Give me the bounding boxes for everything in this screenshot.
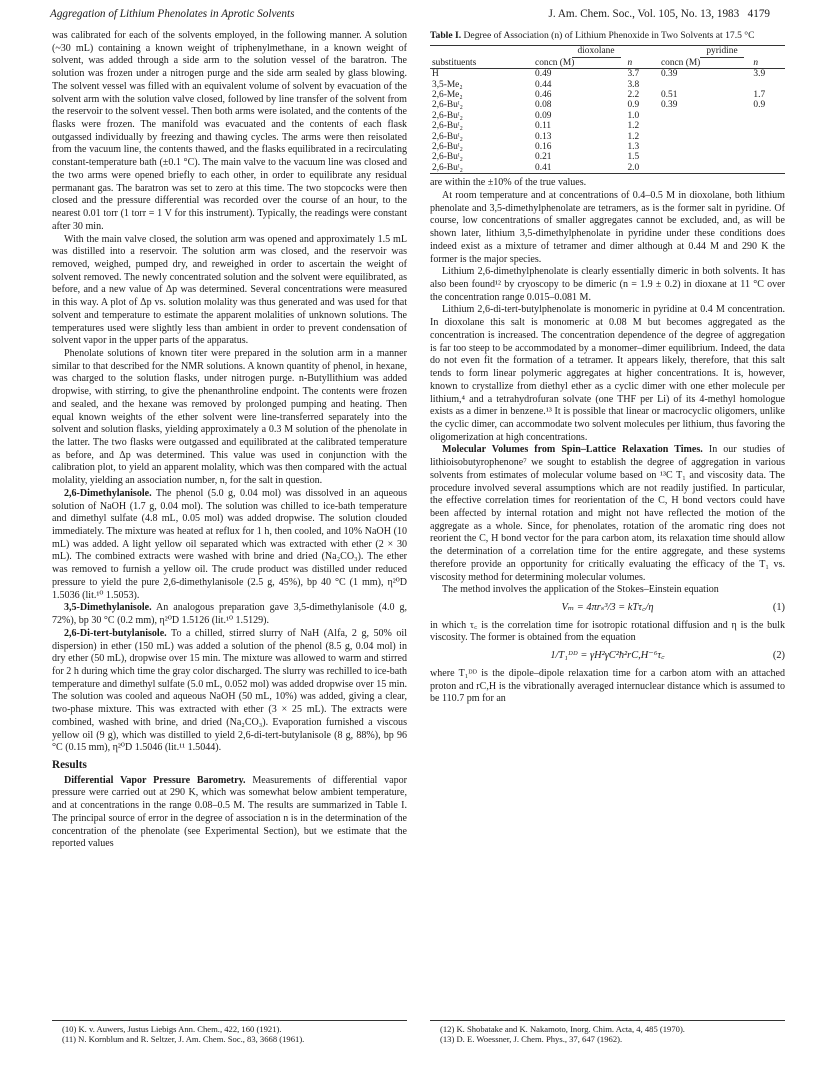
table-cell: 0.39 [660, 69, 678, 80]
table-cell: 1.5 [627, 152, 640, 163]
subhead-35-dimethylanisole: 3,5-Dimethylanisole. [64, 602, 152, 614]
equation-1: Vₘ = 4πrₛ³/3 = kTτ꜀/η (1) [561, 602, 785, 613]
subhead-dimethylanisole: 2,6-Dimethylanisole. [64, 487, 152, 499]
table-cell [659, 121, 751, 131]
paragraph-error: are within the ±10% of the true values. [430, 177, 587, 189]
table-cell: 2,6-Buᵗ₂ [432, 142, 463, 153]
table-cell: 3.8 [627, 79, 640, 90]
table-cell: 2,6-Buᵗ₂ [432, 162, 463, 173]
right-column [430, 30, 785, 706]
table-cell [659, 111, 751, 121]
table-cell [751, 132, 785, 142]
footnote-11: (11) N. Kornblum and R. Seltzer, J. Am. Chem. Soc., 83, 3668 (1961). [62, 1034, 305, 1045]
table-cell: 0.41 [535, 162, 552, 173]
table-row [430, 121, 785, 131]
paragraph-dimeric: Lithium 2,6-dimethylphenolate is clearly essentially dimeric in both solvents. It has also been found¹² by cryoscopy to be dimeric (n = 1.9 ± 0.2) in dioxane at 11 °C over the concentration range 0.015–0.081 M. [430, 266, 785, 303]
table-cell: 0.46 [535, 90, 552, 101]
col-concn-dioxolane: concn (M) [535, 57, 575, 68]
table-cell [751, 121, 785, 131]
table-row [430, 163, 785, 174]
subhead-molecular-volumes: Molecular Volumes from Spin–Lattice Relaxation Times. [442, 444, 703, 456]
group-pyridine: pyridine [659, 46, 785, 58]
footnotes-left [52, 1020, 407, 1044]
table-cell: 1.0 [627, 110, 640, 121]
table-row [430, 152, 785, 162]
equation-1-number: (1) [772, 602, 785, 613]
table-row [430, 100, 785, 110]
table-cell: 0.9 [627, 100, 640, 111]
paragraph-concentration: With the main valve closed, the solution arm was opened and approximately 1.5 mL was distilled into a reservoir. The solution arm was closed, and the reservoir was removed, weighed, pumped dry, and reweighed in order to ascertain the weight of solvent removed. The newly concentrated solution and the solvent were equilibrated, as before, and a new value of Δp was determined. Several concentrations were measured in this way. A plot of Δp vs. solution molality was thus generated and was used for that solvent and temperature to estimate the apparent molalities of unknown solutions. The temperatures used were slightly less than ambient in order to prevent condensation of solvent vapor in the upper parts of the apparatus. [52, 233, 407, 347]
group-dioxolane: dioxolane [533, 46, 659, 58]
table-cell: 3,5-Me₂ [432, 79, 463, 90]
table-cell: 2,6-Me₂ [432, 90, 463, 101]
table-cell: 2,6-Buᵗ₂ [432, 121, 463, 132]
table-cell [751, 111, 785, 121]
footnotes-right [430, 1020, 785, 1044]
footnote-12: (12) K. Shobatake and K. Nakamoto, Inorg. Chim. Acta, 4, 485 (1970). [440, 1024, 685, 1034]
table-cell [659, 163, 751, 174]
left-column [52, 30, 407, 851]
page-number: 4179 [747, 8, 770, 20]
paragraph-dimethylanisole: 2,6-Dimethylanisole. The phenol (5.0 g, 0.04 mol) was dissolved in an aqueous solution of NaOH (1.7 g, 0.04 mol). The solution was chilled to ice-bath temperature and dimethyl sulfate (4.8 mL, 0.05 mol) was added dropwise. The solution clouded immediately. The mixture was heated at reflux for 1 h, then cooled, and 10% NaOH (10 mL) was added. A light yellow oil separated which was extracted with ether (2 × 30 mL). The combined extracts were washed with brine and dried (Na₂CO₃). The ether was removed to furnish a yellow oil. The crude product was distilled under reduced pressure to yield the pure 2,6-dimethylanisole (2.5 g, 45%), bp 40 °C (1 mm), η²⁰D 1.5036 (lit.¹⁰ 1.5053). [52, 487, 407, 601]
col-n-pyridine: n [753, 57, 759, 68]
table-cell [659, 80, 751, 90]
col-substituents: substituents [432, 57, 477, 68]
footnote-10: (10) K. v. Auwers, Justus Liebigs Ann. Chem., 422, 160 (1921). [62, 1024, 282, 1034]
table-cell: 0.49 [535, 69, 552, 80]
journal-citation: J. Am. Chem. Soc., Vol. 105, No. 13, 1983 [548, 8, 740, 20]
table-cell [659, 152, 751, 162]
paragraph-monomeric: Lithium 2,6-di-tert-butylphenolate is monomeric in pyridine at 0.4 M concentration. In dioxolane this salt is monomeric at 0.08 M but becomes aggregated as the concentration is increased. The concentration dependence of the degree of aggregation is far too steep to be accommodated by a monomer–dimer equilibrium. Indeed, the data do not even fit the formation of a tetramer. It appears likely, therefore, that this salt tends to form linear polymeric aggregates at higher concentrations. It is, however, known to crystallize from diethyl ether as a cyclic dimer with one ether molecule per lithium,⁴ and a tetrahydrofuran solvate (one THF per Li) of its 4-methyl homologue exists as a dimer in benzene.¹³ It is possible that linear or macrocyclic oligomers, unlike the cyclic dimer, can accommodate two solvent molecules per lithium, thus favoring the oligomerization at high concentrations. [430, 304, 785, 443]
paragraph-tetramers: At room temperature and at concentrations of 0.4–0.5 M in dioxolane, both lithium phenolate and 3,5-dimethylphenolate are tetramers, as is the former salt in pyridine. Of course, low concentrations of smaller aggregates cannot be excluded, and, as will be shown later, lithium 3,5-dimethylphenolate in pyridine under these conditions does indeed exist as a mixture of tetramer and dimer although at 0.44 M and 290 K the former is the major species. [430, 190, 785, 265]
table-cell: 0.16 [535, 142, 552, 153]
paragraph-molecular-volumes: Molecular Volumes from Spin–Lattice Relaxation Times. In our studies of lithioisobutyrophenone⁷ we sought to establish the degree of aggregation in various solvents from estimates of molecular volume based on ¹³C T₁ and viscosity data. The procedure involved several assumptions which are not readily justified. In particular, the effective correlation times for reorientation of the C, H bond vectors could have been affected by internal rotation and might not have reflected the motion of the aggregate as a whole. Since, for phenolates, rotation of the aromatic ring does not reorient the C, H bond vector for the para carbon atom, its relaxation time should allow the determination of a correlation time for the entire aggregate, and these systems therefore provide an opportunity for critically evaluating the efficacy of the T₁ vs. viscosity method for determining molecular volumes. [430, 444, 786, 583]
equation-2: 1/T₁ᴰᴰ = γH²γC²ħ²rC,H⁻⁶τ꜀ (2) [550, 650, 785, 662]
table-cell: 1.7 [753, 90, 766, 101]
table-cell [751, 80, 785, 90]
paragraph-butylanisole: 2,6-Di-tert-butylanisole. To a chilled, stirred slurry of NaH (Alfa, 2 g, 50% oil dispersion) in ether (150 mL) was added a solution of the phenol (8.5 g, 0.04 mol) in dry ether (50 mL), dropwise over 15 min. The mixture was allowed to warm and stirred for 2 h during which time the gray color discharged. The slurry was rechilled to ice-bath temperature and dimethyl sulfate (5.0 mL, 0.052 mol) was added dropwise over 15 min. The solution was cooled and aqueous NaOH (50 mL, 10%) was added, giving a clear, two-phase mixture. This was extracted with ether (3 × 25 mL). The extracts were combined, washed with brine, and dried (Na₂CO₃). Evaporation furnished a viscous yellow oil (9 g), which was distilled to yield 2,6-di-tert-butylanisole (8 g, 88%), bp 96 °C (0.15 mm), η²⁰D 1.5046 (lit.¹¹ 1.5044). [52, 627, 407, 754]
table-cell: 2,6-Buᵗ₂ [432, 100, 463, 111]
table-caption: Table I. Degree of Association (n) of Lithium Phenoxide in Two Solvents at 17.5 °C [430, 30, 755, 41]
subhead-vapor-pressure: Differential Vapor Pressure Barometry. [64, 774, 246, 786]
table-cell: 0.39 [660, 100, 678, 111]
running-head [50, 8, 770, 26]
paragraph-correlation: in which τ꜀ is the correlation time for isotropic rotational diffusion and η is the bulk viscosity. The former is obtained from the equation [430, 619, 785, 644]
table-cell: 2.2 [627, 90, 640, 101]
table-cell: 1.3 [627, 142, 640, 153]
footnote-13: (13) D. E. Woessner, J. Chem. Phys., 37, 647 (1962). [440, 1034, 623, 1045]
table-cell [751, 152, 785, 162]
paragraph-method: The method involves the application of the Stokes–Einstein equation [442, 584, 719, 596]
paragraph-dipole: where T₁ᴰᴰ is the dipole–dipole relaxation time for a carbon atom with an attached proton and rC,H is the vibrationally averaged internuclear distance which is assumed to be 110.7 pm for an [430, 667, 785, 705]
table-cell [751, 163, 785, 174]
col-n-dioxolane: n [627, 57, 633, 68]
table-cell: 0.44 [535, 79, 552, 90]
table-cell: 0.11 [535, 121, 552, 132]
table-row [430, 142, 785, 152]
table-cell: 0.9 [753, 100, 766, 111]
table-row [430, 90, 785, 100]
running-head-title: Aggregation of Lithium Phenolates in Aprotic Solvents [50, 8, 295, 20]
paragraph-vapor-pressure: Differential Vapor Pressure Barometry. Measurements of differential vapor pressure were carried out at 290 K, which was somewhat below ambient temperature, and at concentrations in the range 0.08–0.5 M. The results are summarized in Table I. The principal source of error in the degree of association n is in the determination of the concentration of the phenolate (see Experimental Section), but we estimate that the reported values [52, 774, 407, 850]
table-row [430, 69, 785, 80]
table-row [430, 80, 785, 90]
association-table [430, 45, 785, 174]
table-cell: 0.08 [535, 100, 552, 111]
table-cell: 2,6-Buᵗ₂ [432, 110, 463, 121]
table-cell: 0.21 [535, 152, 552, 163]
col-concn-pyridine: concn (M) [660, 57, 701, 68]
table-cell: 3.7 [627, 69, 640, 80]
table-cell: 0.09 [535, 110, 552, 121]
subhead-butylanisole: 2,6-Di-tert-butylanisole. [64, 627, 167, 639]
table-row [430, 111, 785, 121]
table-cell [751, 142, 785, 152]
table-cell: 0.13 [535, 131, 552, 142]
table-cell: 2.0 [627, 162, 640, 173]
table-cell: 2,6-Buᵗ₂ [432, 152, 463, 163]
table-cell [659, 142, 751, 152]
table-cell: H [432, 69, 439, 80]
table-cell: 3.9 [753, 69, 766, 80]
paragraph-phenolate-solutions: Phenolate solutions of known titer were prepared in the solution arm in a manner similar to that described for the NMR solutions. A known quantity of phenol, in hexane, was charged to the solution flasks, under nitrogen purge. n-Butyllithium was added dropwise, with stirring, to give the phenanthroline endpoint. The contents were frozen and sealed, and the hexane was removed by prolonged pumping and heating. Then equal known weights of the ether solvent were line-transferred separately into the solvent and solution flasks, yielding approximately a 0.3 M solution of the phenolate in the latter. The two flasks were outgassed and equilibrated at the calibrated temperature as before, and Δp was determined. This value was used in conjunction with the calibration plot, to yield an apparent molality, which was then compared with the actual molality, yielding an association number, n, for the salt in question. [52, 347, 407, 487]
table-cell: 1.2 [627, 131, 640, 142]
table-cell: 0.51 [660, 90, 678, 101]
table-cell: 2,6-Buᵗ₂ [432, 131, 463, 142]
table-1 [430, 30, 785, 174]
paragraph-35-dimethylanisole: 3,5-Dimethylanisole. An analogous preparation gave 3,5-dimethylanisole (4.0 g, 72%), bp 30 °C (0.2 mm), η²⁰D 1.5126 (lit.¹⁰ 1.5129). [52, 602, 407, 627]
section-heading-results: Results [52, 758, 87, 771]
equation-2-number: (2) [772, 650, 785, 662]
table-row [430, 132, 785, 142]
table-cell [659, 132, 751, 142]
paragraph-calibration: was calibrated for each of the solvents employed, in the following manner. A solution (~30 mL) containing a known weight of triphenylmethane, in a known weight of solvent, was added through a side arm to the solution vessel of the baratron. The solution was frozen under a nitrogen purge and the side arm sealed by glass blowing. The solvent vessel was filled with an equivalent volume of solvent by evacuation of the solvent arm with the solution valve closed, followed by line transfer of the solvent from the reservoir to the solvent vessel. Then both arms were isolated, and the contents of the flasks were frozen. The manifold was evacuated and the contents of each flask outgassed individually by freezing and thawing cycles. The arms were then reisolated from the vacuum line, the contents thawed, and the flasks equilibrated in a recirculating constant-temperature bath (±0.1 °C). The main valve to the vacuum line was closed and the two arms were opened briefly to each other, in order to equilibrate any residual permanant gas. The baratron was set to zero at this time. The two stopcocks were then closed and the pressure differential was recorded over the course of an hour, to the nearest 0.01 torr (1 torr = 1 V for this instrument). Typically, the readings were constant after 30 min. [52, 30, 407, 232]
table-cell: 1.2 [627, 121, 640, 132]
running-head-journal [549, 8, 771, 26]
